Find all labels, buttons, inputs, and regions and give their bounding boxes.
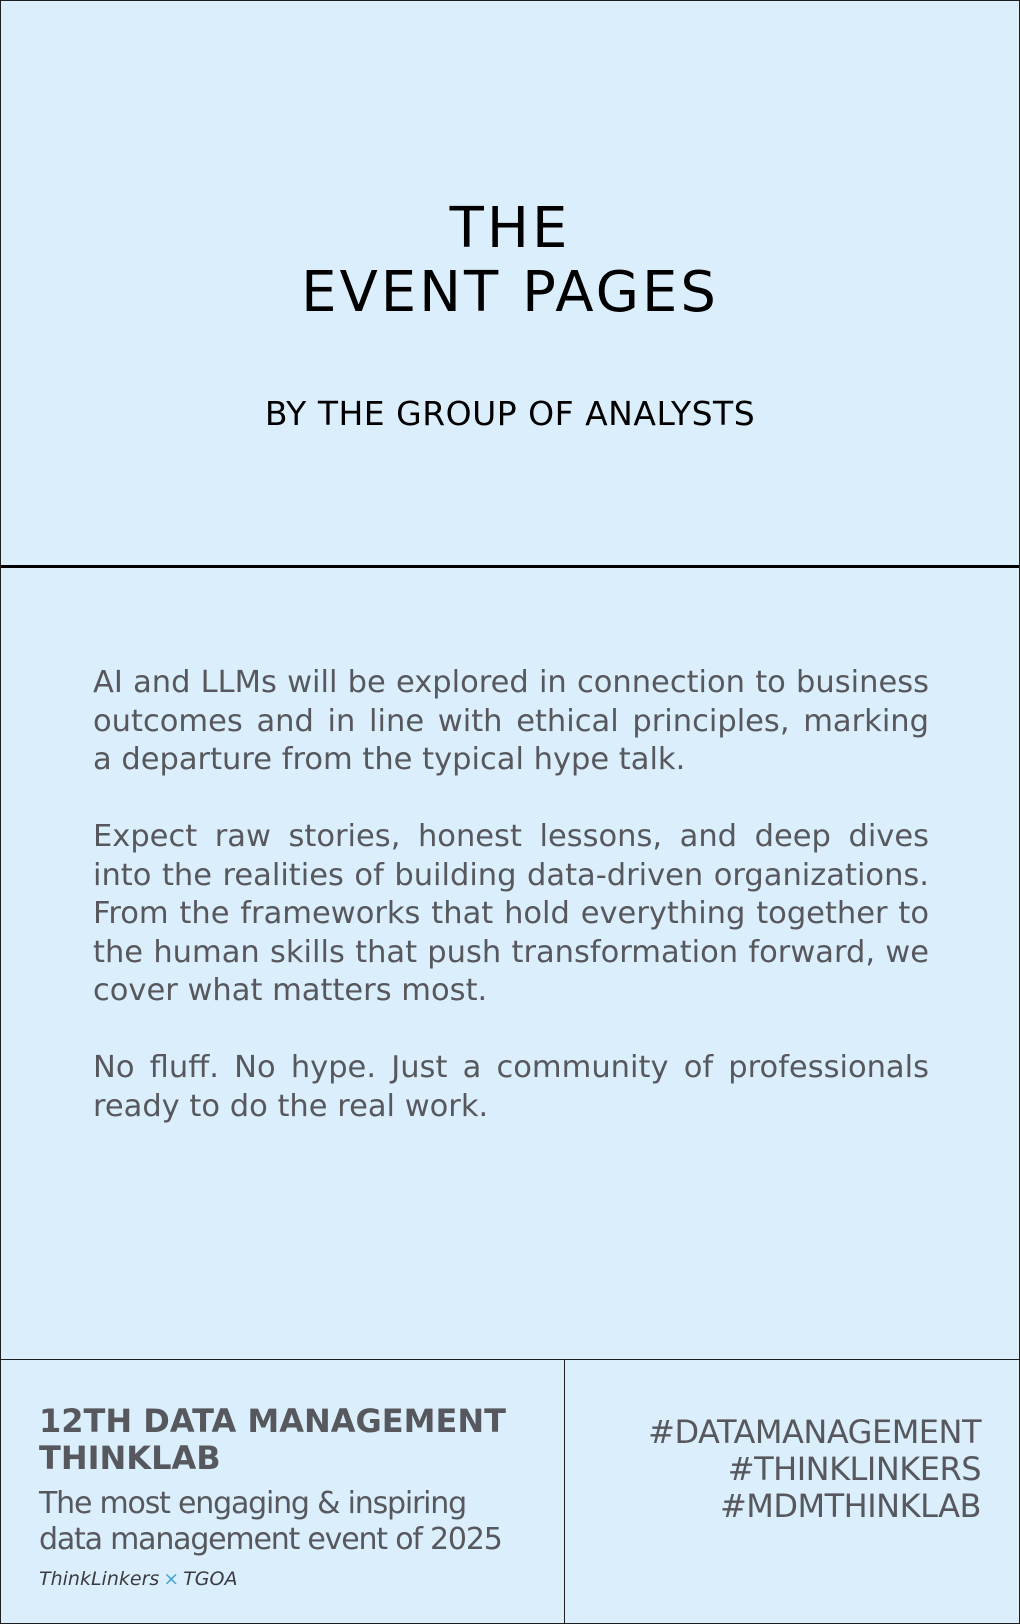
description-paragraph-2: Expect raw stories, honest lessons, and deep dives into the realities of building data-driven organizations. From the frameworks that hold everything together to the human skills that push transformation forward, we cover what matters most. [93, 819, 929, 1008]
brand-line [39, 1567, 238, 1591]
brand-tgoa: TGOA [183, 1568, 238, 1590]
hashtag-mdmthinklab: #MDMTHINKLAB [719, 1487, 981, 1525]
description [93, 664, 929, 1165]
event-info-panel [1, 1360, 565, 1624]
event-tagline-line-1: The most engaging & inspiring [39, 1486, 466, 1521]
title-line-2: EVENT PAGES [301, 260, 719, 325]
event-tagline [39, 1486, 559, 1558]
event-tagline-line-2: data management event of 2025 [39, 1522, 502, 1557]
hashtag-datamanagement: #DATAMANAGEMENT [648, 1413, 981, 1451]
title-line-1: THE [449, 196, 571, 261]
collaboration-x-icon: × [163, 1568, 180, 1590]
event-title-line-2: THINKLAB [39, 1439, 221, 1477]
event-title-line-1: 12TH DATA MANAGEMENT [39, 1402, 506, 1440]
page-title [1, 197, 1019, 325]
hashtags-panel [565, 1360, 1019, 1624]
description-paragraph-1: AI and LLMs will be explored in connection to business outcomes and in line with ethical principles, marking a departure from the typical hype talk. [93, 665, 929, 777]
brand-thinklinkers: ThinkLinkers [39, 1568, 160, 1590]
hashtag-list [648, 1414, 981, 1525]
event-title [39, 1403, 559, 1477]
byline: BY THE GROUP OF ANALYSTS [264, 394, 756, 433]
hashtag-thinklinkers: #THINKLINKERS [727, 1450, 981, 1488]
description-paragraph-3: No fluff. No hype. Just a community of professionals ready to do the real work. [93, 1050, 929, 1124]
footer [1, 1359, 1019, 1624]
header-section [1, 1, 1019, 568]
